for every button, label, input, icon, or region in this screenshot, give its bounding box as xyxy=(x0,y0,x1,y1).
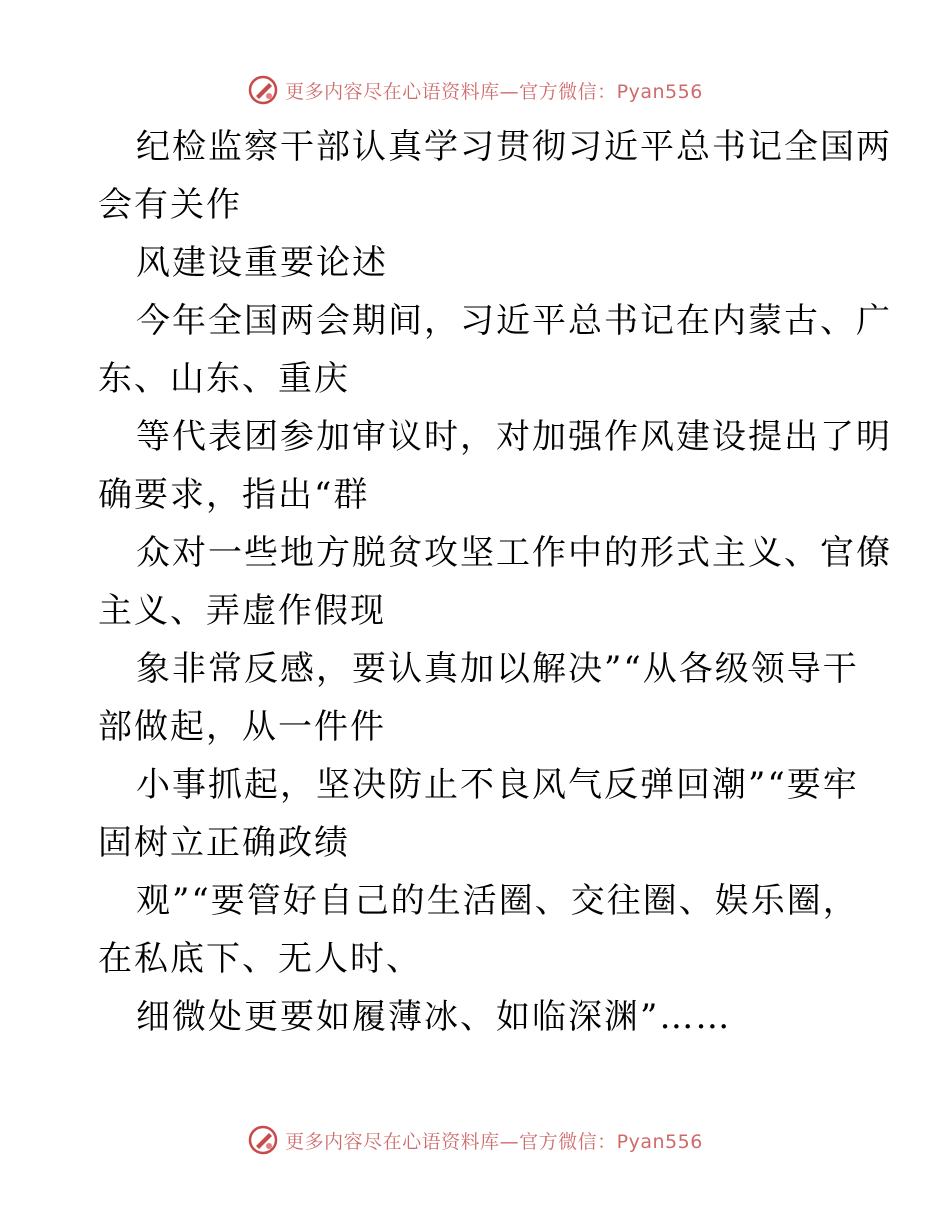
paragraph-line: 观”“要管好自己的生活圈、交往圈、娱乐圈， xyxy=(136,881,859,921)
paragraph-line: 确要求，指出“群 xyxy=(98,475,370,515)
paragraph-line: 固树立正确政绩 xyxy=(98,823,350,863)
brand-logo-icon xyxy=(247,74,279,106)
footer-watermark xyxy=(0,1120,950,1160)
paragraph-line: 纪检监察干部认真学习贯彻习近平总书记全国两 xyxy=(136,127,892,167)
paragraph-line: 在私底下、无人时、 xyxy=(98,939,422,979)
watermark-text: 更多内容尽在心语资料库—官方微信：Pyan556 xyxy=(285,1130,703,1153)
paragraph-line: 众对一些地方脱贫攻坚工作中的形式主义、官僚 xyxy=(136,533,892,573)
paragraph-line: 主义、弄虚作假现 xyxy=(98,591,386,631)
document-body xyxy=(98,118,892,1046)
paragraph-line: 小事抓起，坚决防止不良风气反弹回潮”“要牢 xyxy=(136,765,859,805)
header-watermark xyxy=(0,70,950,110)
paragraph-line: 会有关作 xyxy=(98,185,242,225)
paragraph-line: 象非常反感，要认真加以解决”“从各级领导干 xyxy=(136,649,859,689)
watermark-text: 更多内容尽在心语资料库—官方微信：Pyan556 xyxy=(285,80,703,103)
paragraph-line: 今年全国两会期间，习近平总书记在内蒙古、广 xyxy=(136,301,892,341)
paragraph-line: 细微处更要如履薄冰、如临深渊”…… xyxy=(136,997,732,1037)
brand-logo-icon xyxy=(247,1124,279,1156)
paragraph-line: 等代表团参加审议时，对加强作风建设提出了明 xyxy=(136,417,892,457)
paragraph-line: 部做起，从一件件 xyxy=(98,707,386,747)
paragraph-line: 东、山东、重庆 xyxy=(98,359,350,399)
paragraph-line: 风建设重要论述 xyxy=(136,243,388,283)
